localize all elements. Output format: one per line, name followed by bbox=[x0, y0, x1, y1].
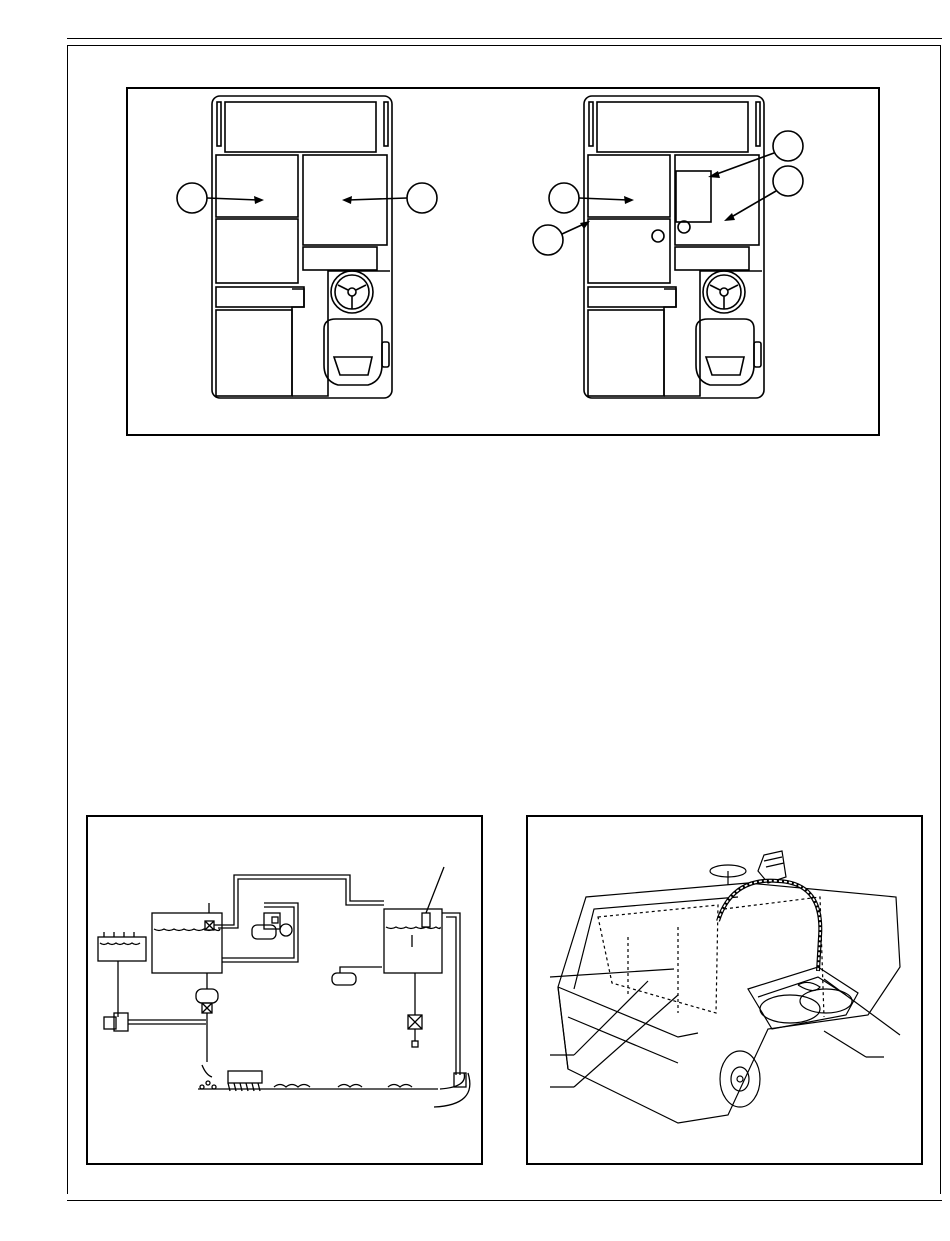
solution-system-schematic bbox=[88, 817, 481, 1163]
battery-icon bbox=[98, 932, 146, 961]
top-rule bbox=[67, 38, 942, 39]
bottom-rule bbox=[67, 1200, 942, 1201]
pump-icon bbox=[252, 913, 292, 939]
machine-cutaway-illustration bbox=[528, 817, 921, 1163]
machine-body bbox=[558, 883, 900, 1123]
machine-figure bbox=[526, 815, 923, 1165]
left-plan-view bbox=[177, 96, 437, 398]
schematic-figure bbox=[86, 815, 483, 1165]
top-figure bbox=[126, 87, 880, 436]
scrub-deck bbox=[748, 967, 858, 1029]
layout-plan-views bbox=[128, 89, 878, 434]
right-plan-view bbox=[533, 96, 803, 398]
